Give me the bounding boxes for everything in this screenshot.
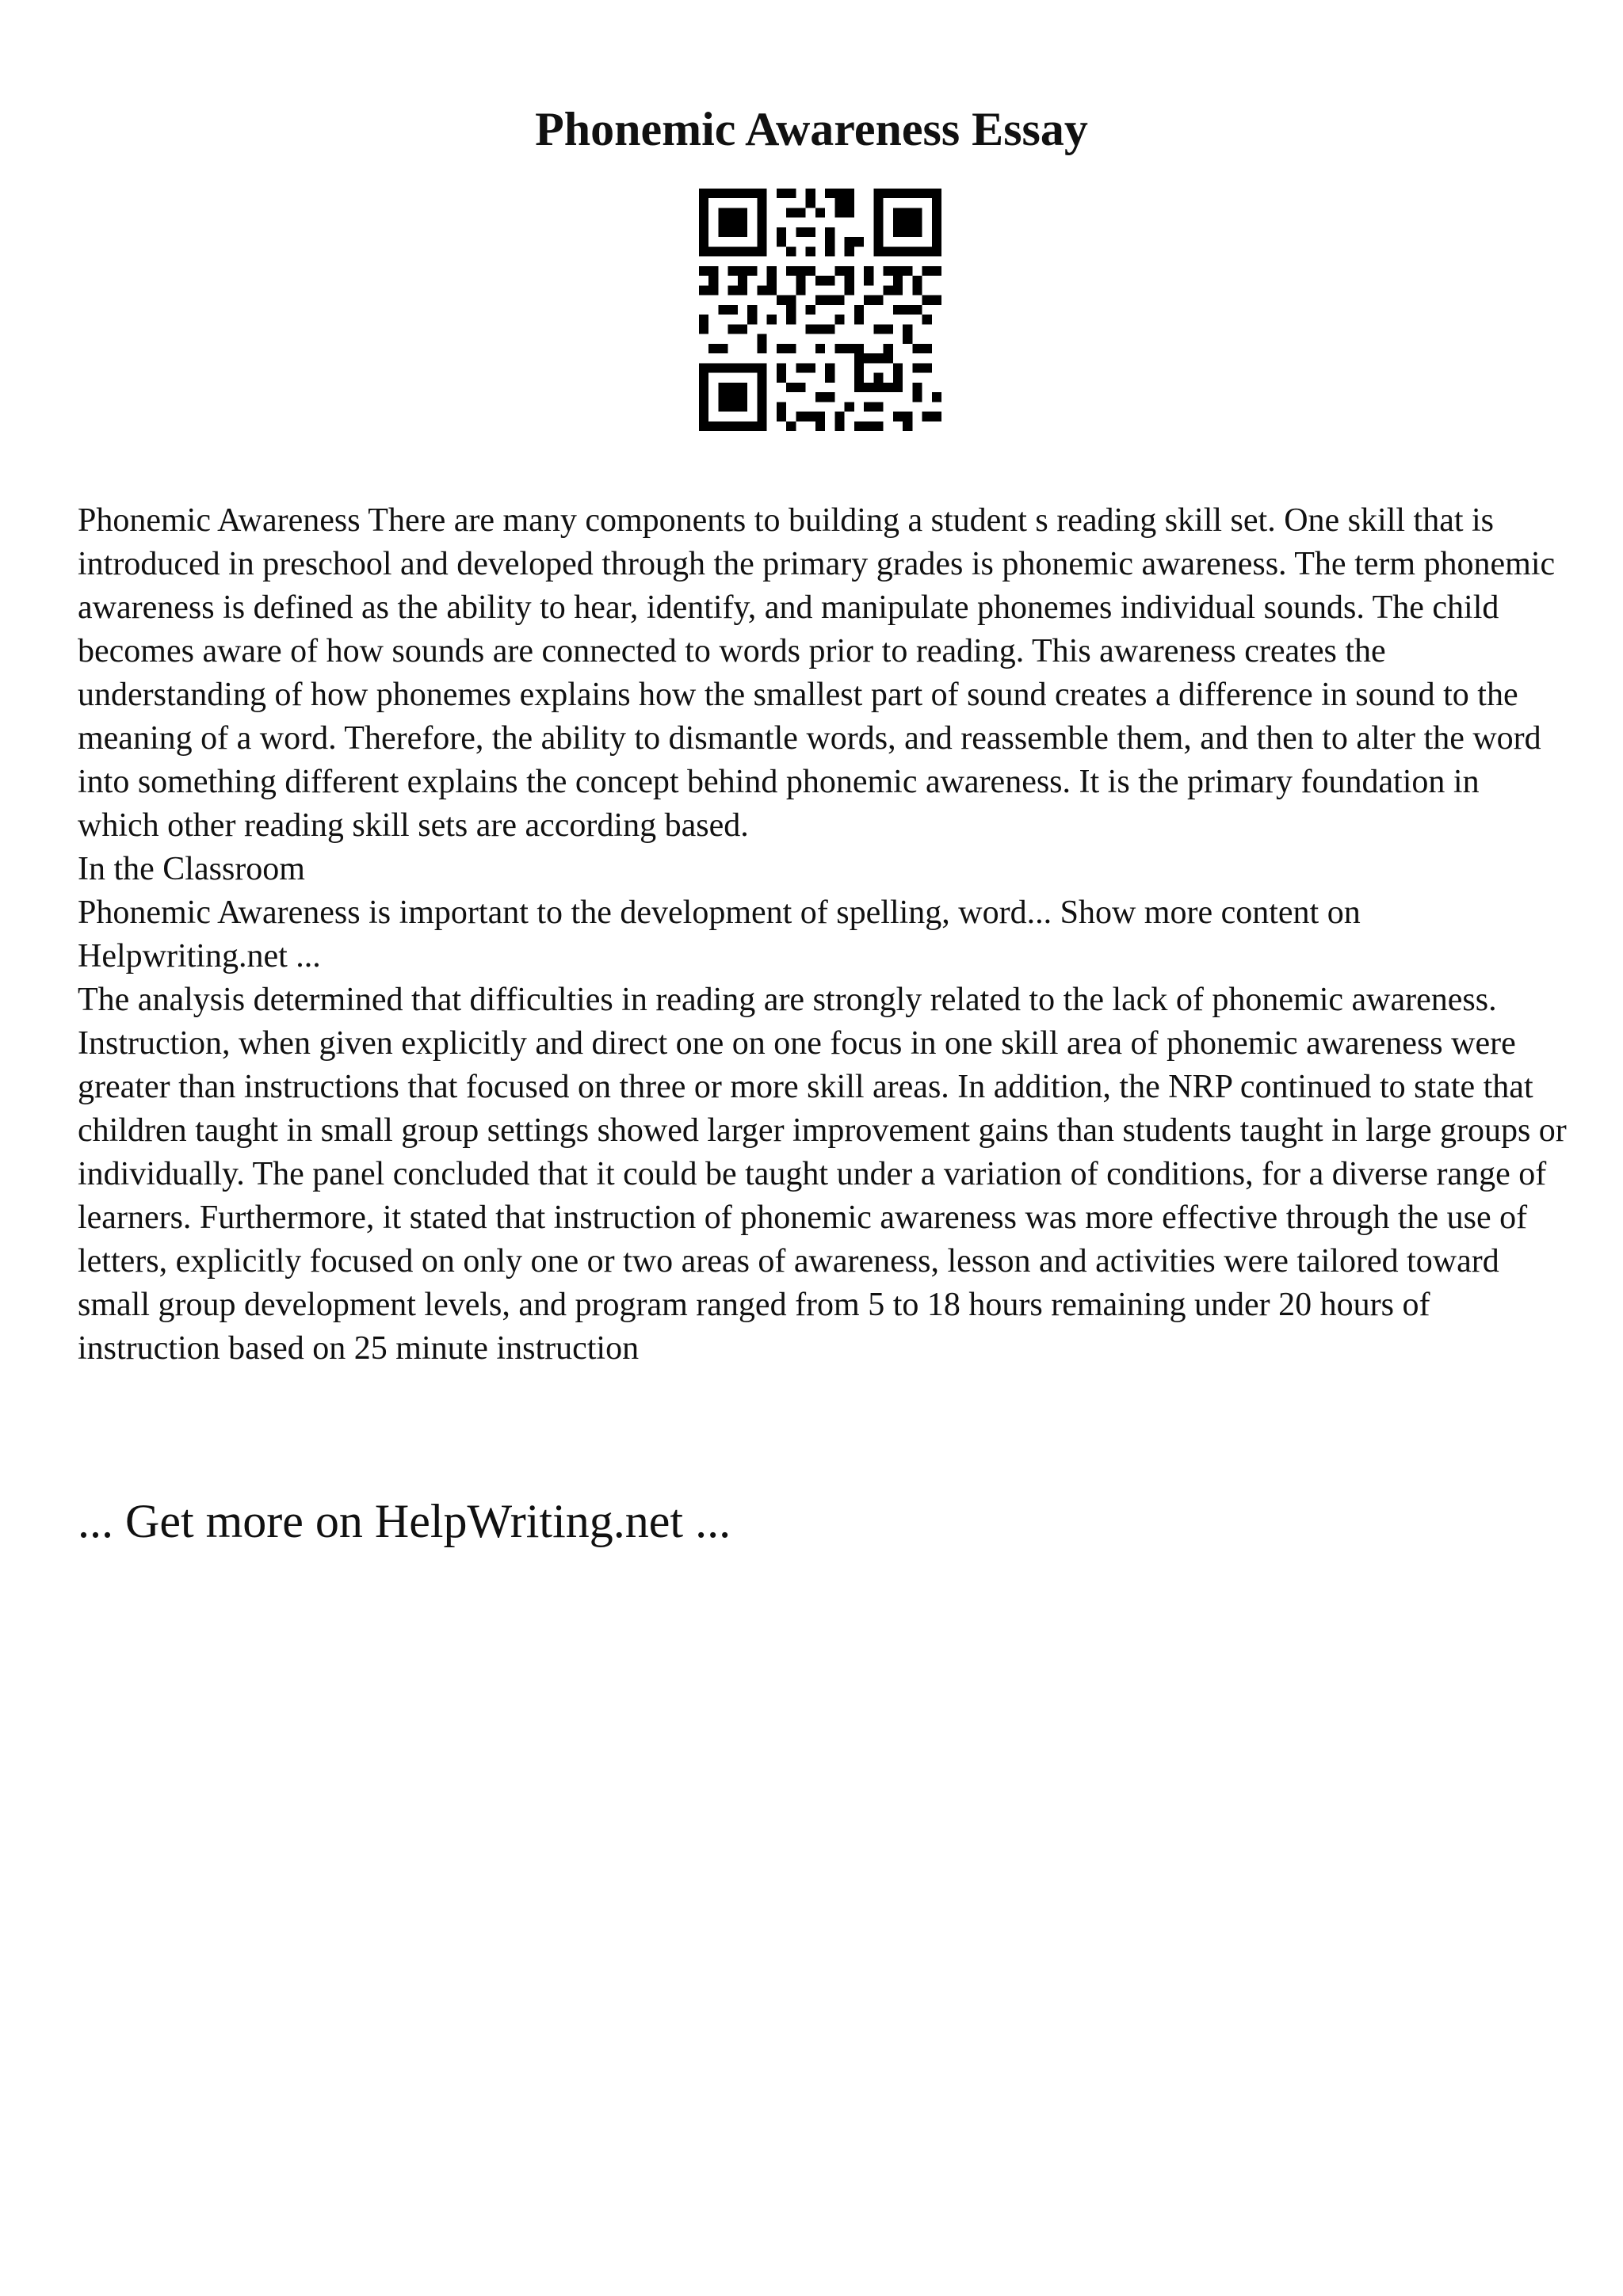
section-heading-in-the-classroom: In the Classroom [78, 851, 305, 887]
essay-paragraph-show-more[interactable]: Phonemic Awareness is important to the development of spelling, word... Show more content on Helpwriting.net ... [78, 894, 1361, 974]
essay-paragraph-intro: Phonemic Awareness There are many components to building a student s reading skill set. One skill that is introduced in preschool and developed through the primary grades is phonemic awareness. The term phonemic awareness is defined as the ability to hear, identify, and manipulate phonemes individual sounds. The child becomes aware of how sounds are connected to words prior to reading. This awareness creates the understanding of how phonemes explains how the smallest part of sound creates a difference in sound to the meaning of a word. Therefore, the ability to dismantle words, and reassemble them, and then to alter the word into something different explains the concept behind phonemic awareness. It is the primary foundation in which other reading skill sets are according based. [78, 502, 1556, 844]
page-title: Phonemic Awareness Essay [535, 103, 1088, 155]
essay-body [78, 499, 1568, 1371]
qr-code-icon[interactable] [699, 189, 941, 431]
essay-paragraph-analysis: The analysis determined that difficulties in reading are strongly related to the lack of phonemic awareness. Instruction, when given explicitly and direct one on one focus in one skill area of phonemic awareness were greater than instructions that focused on three or more skill areas. In addition, the NRP continued to state that children taught in small group settings showed larger improvement gains than students taught in large groups or individually. The panel concluded that it could be taught under a variation of conditions, for a diverse range of learners. Furthermore, it stated that instruction of phonemic awareness was more effective through the use of letters, explicitly focused on only one or two areas of awareness, lesson and activities were tailored toward small group development levels, and program ranged from 5 to 18 hours remaining under 20 hours of instruction based on 25 minute instruction [78, 982, 1567, 1367]
get-more-link[interactable]: ... Get more on HelpWriting.net ... [78, 1495, 731, 1547]
qr-code-graphic [699, 189, 941, 431]
